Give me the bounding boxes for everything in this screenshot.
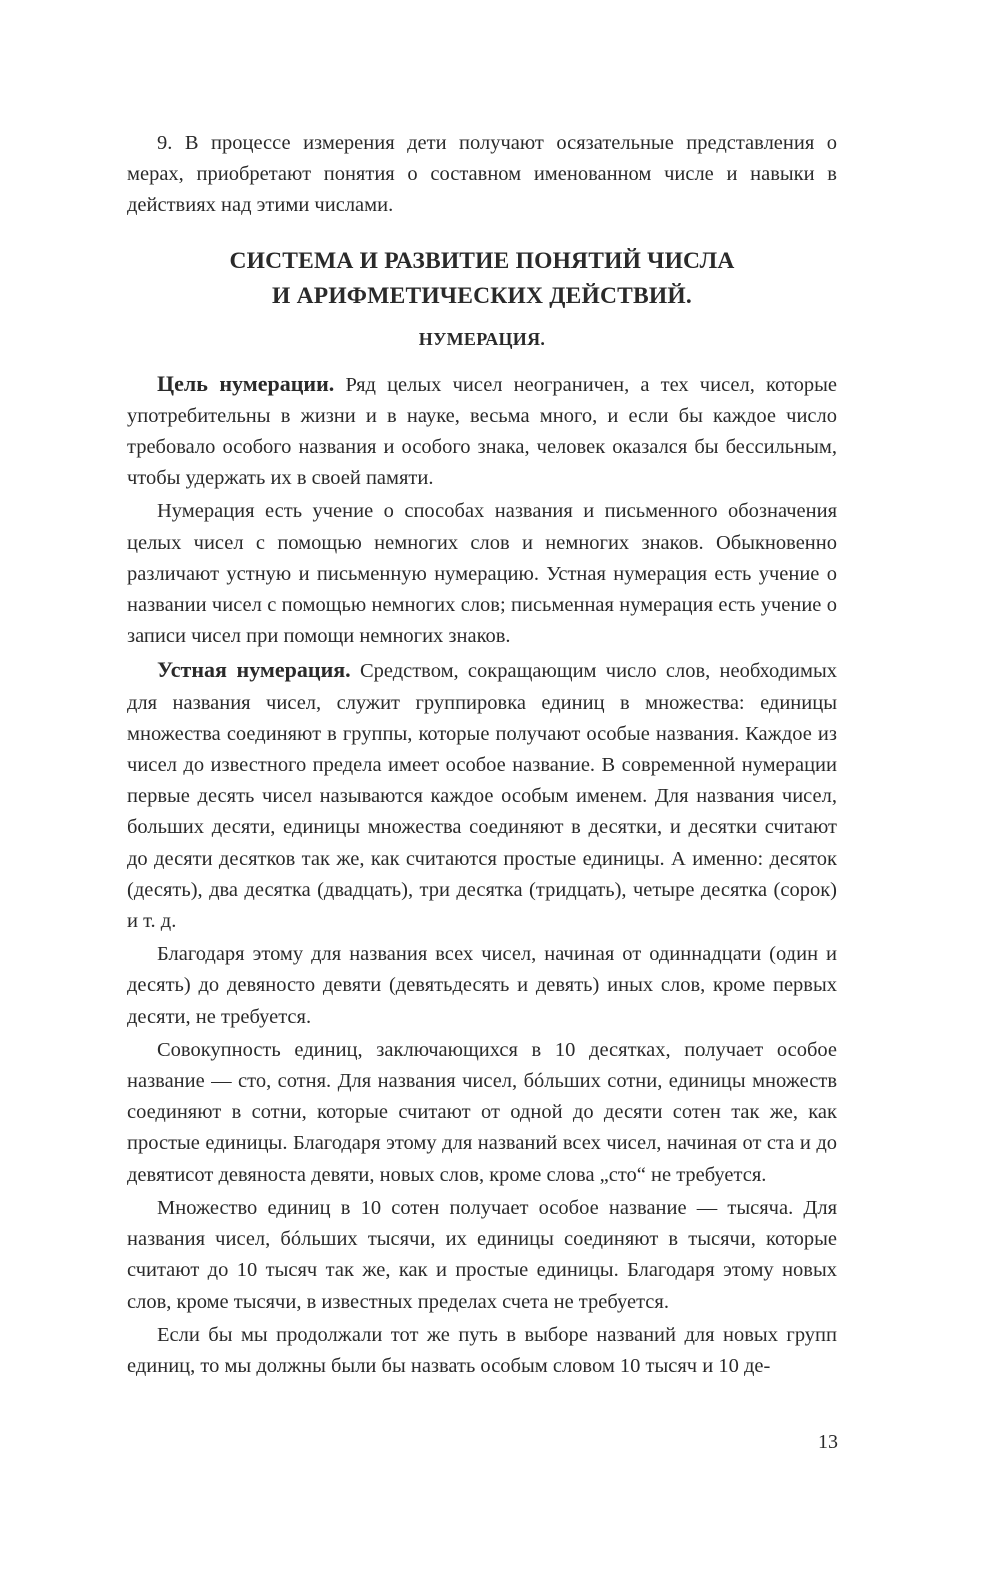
intro-paragraph: 9. В процессе измерения дети получают осязательные представления о мерах, приобретают понятия о составном именованном числе и навыки в действиях над этими числами. — [127, 132, 837, 217]
paragraph-lead: Цель нумерации. — [157, 370, 335, 396]
paragraph-text: Совокупность единиц, заключающихся в 10 десятках, получает особое название — сто, сотня. Для названия чисел, бóльших сотни, единицы множеств соединяют в сотни, которые считают от одной до десяти сотен так же, как простые единицы. Благодаря этому для названий всех чисел, начиная от ста и до девятисот девяноста девяти, новых слов, кроме слова „сто“ не требуется. — [127, 1038, 837, 1186]
paragraph-text: Нумерация есть учение о способах названия и письменного обозначения целых чисел с помощью немногих слов и немногих знаков. Обыкновенно различают устную и письменную нумерацию. Устная нумерация есть учение о названии чисел с помощью немногих слов; письменная нумерация есть учение о записи чисел при помощи немногих знаков. — [127, 500, 837, 648]
paragraph-lead: Устная нумерация. — [157, 657, 351, 683]
paragraph-goal-of-numeration — [127, 368, 837, 495]
paragraph-thousands — [127, 1193, 837, 1318]
paragraph-oral-numeration — [127, 654, 837, 937]
paragraph-text: Благодаря этому для названия всех чисел, начиная от одиннадцати (один и десять) до девяносто девяти (девятьдесять и девять) иных слов, кроме первых десяти, не требуется. — [127, 943, 837, 1028]
subsection-title: НУМЕРАЦИЯ. — [418, 328, 546, 349]
section-title — [127, 244, 837, 314]
paragraph-text: Множество единиц в 10 сотен получает особое название — тысяча. Для названия чисел, бóльших тысячи, их единицы соединяют в тысячи, которые считают до 10 тысяч так же, как и простые единицы. Благодаря этому новых слов, кроме тысячи, в известных пределах счета не требуется. — [127, 1196, 837, 1313]
paragraph-new-groups — [127, 1320, 837, 1382]
paragraph-numeration-definition — [127, 496, 837, 652]
page-number: 13 — [818, 1431, 838, 1453]
paragraph-tens — [127, 939, 837, 1033]
page-body — [127, 128, 837, 1382]
paragraph-text: Ряд целых чисел неограничен, а тех чисел, которые употребительны в жизни и в науке, весьма много, и если бы каждое число требовало особого названия и особого знака, человек оказался бы бессильным, чтобы удержать их в своей памяти. — [127, 373, 837, 490]
section-title-line-2: И АРИФМЕТИЧЕСКИХ ДЕЙСТВИЙ. — [272, 282, 692, 309]
paragraph-text: Средством, сокращающим число слов, необходимых для названия чисел, служит группировка единиц в множества: единицы множества соединяют в группы, которые получают особые названия. Каждое из чисел до известного предела имеет особое название. В современной нумерации первые десять чисел называются каждое особым именем. Для названия чисел, больших десяти, единицы множества соединяют в десятки, и десятки считают до десяти десятков так же, как считаются простые единицы. А именно: десяток (десять), два десятка (двадцать), три десятка (тридцать), четыре десятка (сорок) и т. д. — [127, 660, 838, 933]
paragraph-hundreds — [127, 1035, 837, 1191]
paragraph-text: Если бы мы продолжали тот же путь в выборе названий для новых групп единиц, то мы должны были бы назвать особым словом 10 тысяч и 10 де- — [127, 1323, 837, 1377]
section-title-line-1: СИСТЕМА И РАЗВИТИЕ ПОНЯТИЙ ЧИСЛА — [229, 247, 735, 274]
